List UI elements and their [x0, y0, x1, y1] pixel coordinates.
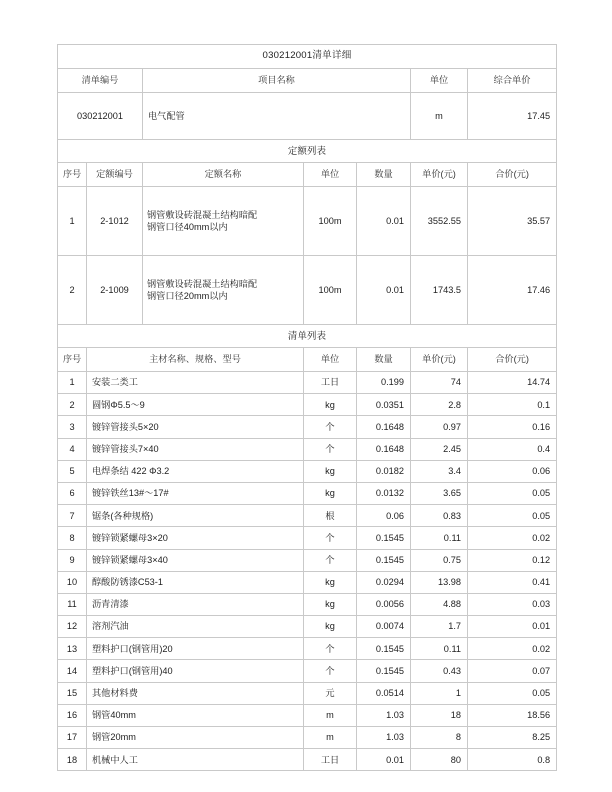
- item-no: 11: [58, 593, 87, 615]
- quota-header-no: 序号: [58, 163, 87, 187]
- summary-price: 17.45: [468, 93, 557, 140]
- quota-qty: 0.01: [357, 187, 411, 256]
- table-row: [58, 616, 557, 638]
- item-price: 0.11: [411, 638, 468, 660]
- quota-code: 2-1012: [87, 187, 143, 256]
- list-header-row: [58, 348, 557, 372]
- item-total: 0.1: [468, 394, 557, 416]
- item-qty: 0.06: [357, 505, 411, 527]
- summary-unit: m: [411, 93, 468, 140]
- item-name: 钢管40mm: [87, 704, 304, 726]
- list-section-band-row: [58, 325, 557, 348]
- item-no: 12: [58, 616, 87, 638]
- item-qty: 0.0056: [357, 593, 411, 615]
- list-header-price: 单价(元): [411, 348, 468, 372]
- quota-header-name: 定额名称: [143, 163, 304, 187]
- item-total: 0.05: [468, 482, 557, 504]
- item-unit: kg: [304, 482, 357, 504]
- item-total: 0.16: [468, 416, 557, 438]
- table-row: [58, 727, 557, 749]
- item-unit: 个: [304, 438, 357, 460]
- table-row: [58, 571, 557, 593]
- item-no: 15: [58, 682, 87, 704]
- item-price: 2.45: [411, 438, 468, 460]
- item-unit: 个: [304, 416, 357, 438]
- item-price: 18: [411, 704, 468, 726]
- list-header-name: 主材名称、规格、型号: [87, 348, 304, 372]
- item-price: 2.8: [411, 394, 468, 416]
- item-name: 溶剂汽油: [87, 616, 304, 638]
- table-row: [58, 256, 557, 325]
- table-row: [58, 505, 557, 527]
- item-price: 0.75: [411, 549, 468, 571]
- quota-name-line1: 钢管敷设砖混凝土结构暗配: [147, 209, 258, 220]
- table-row: [58, 749, 557, 771]
- item-total: 0.07: [468, 660, 557, 682]
- item-unit: 根: [304, 505, 357, 527]
- item-unit: m: [304, 727, 357, 749]
- quota-header-price: 单价(元): [411, 163, 468, 187]
- item-price: 0.11: [411, 527, 468, 549]
- quota-header-total: 合价(元): [468, 163, 557, 187]
- item-unit: kg: [304, 616, 357, 638]
- item-no: 13: [58, 638, 87, 660]
- item-total: 14.74: [468, 372, 557, 394]
- item-price: 0.43: [411, 660, 468, 682]
- quota-name: [143, 187, 304, 256]
- summary-row: [58, 93, 557, 140]
- item-price: 3.65: [411, 482, 468, 504]
- item-no: 16: [58, 704, 87, 726]
- item-name: 圆钢Φ5.5～9: [87, 394, 304, 416]
- page-title: 030212001清单详细: [58, 45, 557, 69]
- item-no: 4: [58, 438, 87, 460]
- item-no: 17: [58, 727, 87, 749]
- item-name: 机械中人工: [87, 749, 304, 771]
- item-price: 74: [411, 372, 468, 394]
- table-row: [58, 660, 557, 682]
- quota-name-line2: 钢管口径40mm以内: [147, 222, 228, 232]
- item-unit: 个: [304, 638, 357, 660]
- item-no: 6: [58, 482, 87, 504]
- table-row: [58, 482, 557, 504]
- item-price: 1.7: [411, 616, 468, 638]
- quota-unit: 100m: [304, 256, 357, 325]
- item-unit: kg: [304, 571, 357, 593]
- item-name: 电焊条结 422 Φ3.2: [87, 460, 304, 482]
- item-no: 1: [58, 372, 87, 394]
- table-row: [58, 372, 557, 394]
- summary-header-unit: 单位: [411, 69, 468, 93]
- item-name: 钢管20mm: [87, 727, 304, 749]
- item-unit: kg: [304, 394, 357, 416]
- list-header-total: 合价(元): [468, 348, 557, 372]
- item-price: 3.4: [411, 460, 468, 482]
- summary-header-row: [58, 69, 557, 93]
- item-name: 塑料护口(钢管用)40: [87, 660, 304, 682]
- item-name: 镀锌管接头5×20: [87, 416, 304, 438]
- list-header-qty: 数量: [357, 348, 411, 372]
- table-row: [58, 638, 557, 660]
- item-qty: 0.0132: [357, 482, 411, 504]
- item-qty: 0.0294: [357, 571, 411, 593]
- item-total: 0.05: [468, 682, 557, 704]
- item-name: 镀锌锁紧螺母3×40: [87, 549, 304, 571]
- table-row: [58, 438, 557, 460]
- summary-header-price: 综合单价: [468, 69, 557, 93]
- item-no: 10: [58, 571, 87, 593]
- item-no: 3: [58, 416, 87, 438]
- item-qty: 0.1545: [357, 638, 411, 660]
- item-total: 0.01: [468, 616, 557, 638]
- item-name: 沥青清漆: [87, 593, 304, 615]
- item-qty: 0.1648: [357, 416, 411, 438]
- summary-name: 电气配管: [143, 93, 411, 140]
- item-name: 镀锌管接头7×40: [87, 438, 304, 460]
- item-price: 4.88: [411, 593, 468, 615]
- item-total: 8.25: [468, 727, 557, 749]
- table-row: [58, 549, 557, 571]
- item-no: 8: [58, 527, 87, 549]
- item-no: 7: [58, 505, 87, 527]
- table-row: [58, 187, 557, 256]
- item-total: 0.02: [468, 638, 557, 660]
- item-total: 18.56: [468, 704, 557, 726]
- quota-header-code: 定额编号: [87, 163, 143, 187]
- item-unit: m: [304, 704, 357, 726]
- item-total: 0.05: [468, 505, 557, 527]
- item-name: 镀锌锁紧螺母3×20: [87, 527, 304, 549]
- item-qty: 0.0351: [357, 394, 411, 416]
- item-name: 安装二类工: [87, 372, 304, 394]
- list-header-unit: 单位: [304, 348, 357, 372]
- table-row: [58, 704, 557, 726]
- quota-section-band-row: [58, 140, 557, 163]
- summary-code: 030212001: [58, 93, 143, 140]
- item-unit: kg: [304, 460, 357, 482]
- table-row: [58, 527, 557, 549]
- table-row: [58, 460, 557, 482]
- item-total: 0.02: [468, 527, 557, 549]
- item-qty: 0.01: [357, 749, 411, 771]
- quota-total: 35.57: [468, 187, 557, 256]
- item-total: 0.41: [468, 571, 557, 593]
- item-name: 锯条(各种规格): [87, 505, 304, 527]
- quota-no: 1: [58, 187, 87, 256]
- bill-detail-table: [57, 44, 557, 771]
- table-row: [58, 394, 557, 416]
- quota-qty: 0.01: [357, 256, 411, 325]
- item-name: 塑料护口(钢管用)20: [87, 638, 304, 660]
- item-qty: 0.1545: [357, 549, 411, 571]
- quota-header-row: [58, 163, 557, 187]
- item-total: 0.06: [468, 460, 557, 482]
- item-unit: 工日: [304, 749, 357, 771]
- item-price: 13.98: [411, 571, 468, 593]
- quota-no: 2: [58, 256, 87, 325]
- item-qty: 1.03: [357, 704, 411, 726]
- item-no: 2: [58, 394, 87, 416]
- item-qty: 0.1545: [357, 660, 411, 682]
- document-title-row: [58, 45, 557, 69]
- item-qty: 0.1648: [357, 438, 411, 460]
- item-price: 80: [411, 749, 468, 771]
- quota-header-qty: 数量: [357, 163, 411, 187]
- item-unit: 工日: [304, 372, 357, 394]
- item-price: 0.97: [411, 416, 468, 438]
- item-name: 其他材料费: [87, 682, 304, 704]
- quota-total: 17.46: [468, 256, 557, 325]
- table-row: [58, 682, 557, 704]
- item-no: 5: [58, 460, 87, 482]
- detail-table-body: [58, 45, 557, 771]
- item-qty: 0.1545: [357, 527, 411, 549]
- quota-name-line2: 钢管口径20mm以内: [147, 291, 228, 301]
- item-no: 18: [58, 749, 87, 771]
- summary-header-code: 清单编号: [58, 69, 143, 93]
- quota-unit: 100m: [304, 187, 357, 256]
- item-total: 0.03: [468, 593, 557, 615]
- table-row: [58, 416, 557, 438]
- quota-code: 2-1009: [87, 256, 143, 325]
- quota-name-line1: 钢管敷设砖混凝土结构暗配: [147, 278, 258, 289]
- list-section-title: 清单列表: [58, 325, 557, 348]
- item-price: 0.83: [411, 505, 468, 527]
- quota-section-title: 定额列表: [58, 140, 557, 163]
- item-name: 醇酸防锈漆C53-1: [87, 571, 304, 593]
- item-unit: 元: [304, 682, 357, 704]
- item-total: 0.8: [468, 749, 557, 771]
- summary-header-name: 项目名称: [143, 69, 411, 93]
- quota-name: [143, 256, 304, 325]
- table-row: [58, 593, 557, 615]
- item-qty: 0.0514: [357, 682, 411, 704]
- item-unit: kg: [304, 593, 357, 615]
- item-qty: 0.0182: [357, 460, 411, 482]
- quota-price: 3552.55: [411, 187, 468, 256]
- item-unit: 个: [304, 527, 357, 549]
- item-total: 0.12: [468, 549, 557, 571]
- item-unit: 个: [304, 660, 357, 682]
- item-name: 镀锌铁丝13#～17#: [87, 482, 304, 504]
- item-no: 9: [58, 549, 87, 571]
- item-unit: 个: [304, 549, 357, 571]
- list-header-no: 序号: [58, 348, 87, 372]
- item-qty: 0.0074: [357, 616, 411, 638]
- item-qty: 0.199: [357, 372, 411, 394]
- quota-price: 1743.5: [411, 256, 468, 325]
- item-price: 8: [411, 727, 468, 749]
- item-no: 14: [58, 660, 87, 682]
- item-qty: 1.03: [357, 727, 411, 749]
- quota-header-unit: 单位: [304, 163, 357, 187]
- item-price: 1: [411, 682, 468, 704]
- item-total: 0.4: [468, 438, 557, 460]
